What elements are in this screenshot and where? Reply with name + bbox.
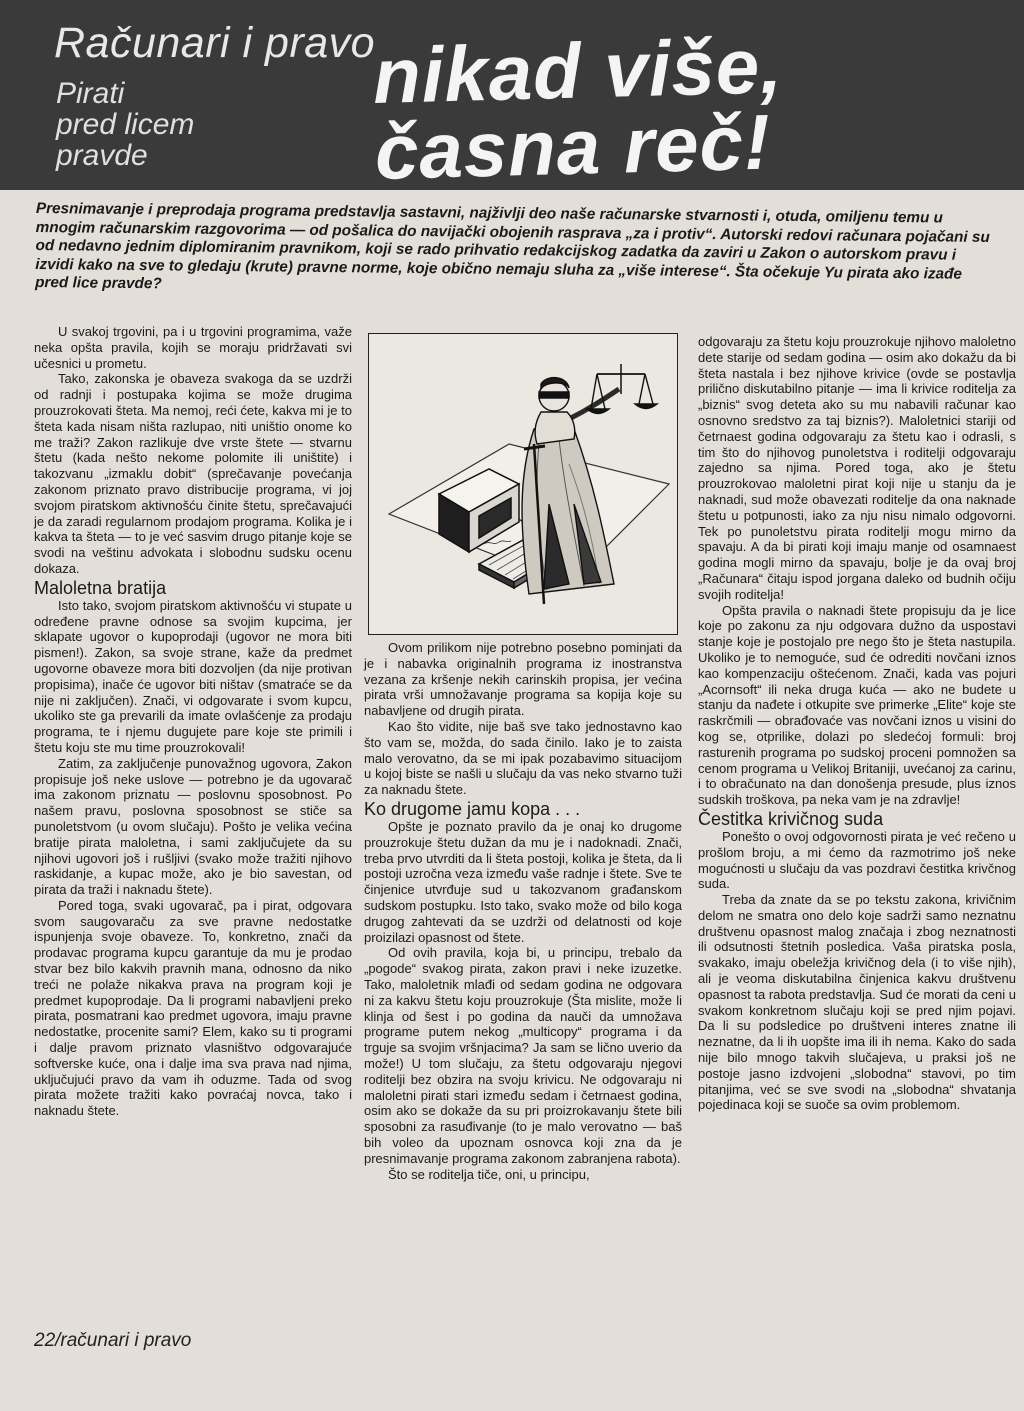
section-heading: Maloletna bratija <box>34 577 167 598</box>
article-title <box>371 21 1016 196</box>
subtitle-line: pred licem <box>56 108 195 141</box>
paragraph: Ovom prilikom nije potrebno posebno pominjati da je i nabavka originalnih programa iz inostranstva vezana za kršenje nekih carinskih propisa, jer većina pirata vrši umnožavanje programa sa kopija koje su nabavljene od drugih pirata. <box>364 640 682 719</box>
lead-paragraph: Presnimavanje i preprodaja programa predstavlja sastavni, najživlji deo naše računarske stvarnosti i, otuda, omiljenu temu u mnogim računarskim razgovorima — od pošalica do navijački obojenih rasprava „za i protiv“. Autorski redovi računara pojačani su od nedavno jednim diplomiranim pravnikom, koji se rado prihvatio redakcijskog zadatka da zaviri u Zakon o autorskom pravu i izvidi kako na sve to gledaju (krute) pravne norme, koje obično nemaju sluha za „više interese“. Šta očekuje Yu pirata ako izađe pred lice pravde? <box>35 200 990 293</box>
subtitle-line: Pirati <box>56 77 125 110</box>
text-column-3 <box>698 334 1016 1113</box>
paragraph: Što se roditelja tiče, oni, u principu, <box>388 1166 590 1182</box>
subtitle-line: pravde <box>56 139 148 172</box>
text-column-1 <box>34 324 352 1119</box>
paragraph: Isto tako, svojom piratskom aktivnošću vi stupate u određene pravne odnose sa svojim kupcima, jer sklapate ugovor o kupoprodaji (ugovor ne mora biti pismen!). Zakon, sa svoje strane, kaže da predmet ugovorne obaveze mora biti dozvoljen (da nije protivan propisima), inače će ugovor biti ništav (smatraće se da nije ni zaključen). Znači, vi odgovarate i svom kupcu, ukoliko ste ga prevarili da imate ovlašćenje za prodaju programa, te i njemu dugujete pare koje ste primili i štetu koju ste mu time prouzrokovali! <box>34 597 352 755</box>
paragraph: Kao što vidite, nije baš sve tako jednostavno kao što vam se, možda, do sada činilo. Iako je to zaista malo verovatno, da se mi ipak pozabavimo situacijom u kojoj biste se našli u slučaju da vas neko stvarno tuži za naknadu štete. <box>364 718 682 798</box>
article-subtitle <box>56 78 276 171</box>
section-kicker: Računari i pravo <box>54 19 376 67</box>
paragraph: odgovaraju za štetu koju prouzrokuje njihovo maloletno dete starije od sedam godina — osim ako dokažu da bi šteta nastala i bez njihove krivice (ovde se postavlja prilično diskutabilno pitanje — ima li krivice roditelja za „biznis“ svog deteta ako su mu nabavili računar kao osnovno sredstvo za taj biznis?). Maloletnici stariji od četrnaest godina odgovaraju za štetu kao i odrasli, s tim što do njihovog punoletstva i roditelji odgovaraju zajedno sa njima. Pored toga, ako je štetu prouzrokovao maloletni pirat koji nije u stanju da je naknadi, sud može obavezati roditelje da ona naknade štetu u potpunosti, iako za nju nisu nimalo odgovorni. Tek po punoletstvu pirata roditelji mogu mirno da spavaju. A da bi pirati koji imaju manje od osamnaest godina mogli mirno da spavaju, bolje je da ovaj broj „Računara“ čitaju ispod jorgana daleko od budnih očiju svojih roditelja! <box>698 334 1016 602</box>
section-heading: Ko drugome jamu kopa . . . <box>364 798 581 819</box>
section-heading: Čestitka krivičnog suda <box>698 808 884 829</box>
page-footer-label: 22/računari i pravo <box>34 1330 192 1351</box>
lady-justice-computer-drawing <box>369 334 678 635</box>
paragraph: Zatim, za zaključenje punovažnog ugovora, Zakon propisuje još neke uslove — potrebno je da ugovarač ima zakonom priznatu — poslovnu sposobnost. Po našem pravu, poslovna sposobnost se stiče sa punoletstvom (u ovom slučaju). Pošto je velika većina bratije pirata maloletna, i sami zaključujete da su njihovi ugovori još i rušljivi (svako može tražiti njihovo raskidanje, a kupac može, ako je bio savestan, od pirata da traži i naknadu štete). <box>34 755 352 898</box>
paragraph: Ponešto o ovoj odgovornosti pirata je već rečeno u prošlom broju, a mi ćemo da razmotrimo još neke mogućnosti u slučaju da vas pozdravi čestitka krivčnog suda. <box>698 828 1016 892</box>
paragraph: Tako, zakonska je obaveza svakoga da se uzdrži od radnji i postupaka kojima se može drugima prouzrokovati šteta. Ma nemoj, reći ćete, kakva mi je to šteta kada nisam ništa razlupao, niti uništio onome ko me traži? Zakon razlikuje dve vrste štete — stvarnu štetu (kada nešto nekome polomite ili uništite) i takozvanu „izmaklu dobit“ (sprečavanje povećanja zakonom priznato pravo distribucije programa, vi joj svojom piratskom aktivnošću činite štetu, sprečavajući je da zaradi regularnom prodajom programa. Kolika je i kakva ta šteta — to je već sasvim drugo pitanje koje se svodi na veštinu advokata i slobodnu sudsku ocenu dokaza. <box>34 371 352 576</box>
header-band <box>0 0 1024 196</box>
paragraph: U svakoj trgovini, pa i u trgovini programima, važe neka opšta pravila, kojih se moraju pridržavati svi učesnici u prometu. <box>34 324 352 371</box>
paragraph: Treba da znate da se po tekstu zakona, krivičnim delom ne smatra ono delo koje sadrži samo neznatnu društvenu opasnost malog značaja i zbog neznatnosti ili odsutnosti štetnih posledica. Vaša piratska posla, svakako, imaju obeležja krivičnog dela (i to više njih), ali je veoma diskutabilna činjenica kakvu društvenu opasnost ta rabota predstavlja. Sud će morati da ceni u svakom konkretnom slučaju koji se pred njim pojavi. Da li su podsledice po društveni interes znatne ili neznatne, da li ih uopšte ima ili ih nema. Kako do sada nije bilo mnogo takvih slučajeva, u praksi još ne postoje jasno izdvojeni „slobodna“ stavovi, po tim pitanjima, već se sve svodi na „slobodna“ shvatanja pojedinaca koji se suoče sa ovim problemom. <box>698 892 1016 1113</box>
title-line: časna reč! <box>373 97 772 196</box>
paragraph: Opšta pravila o naknadi štete propisuju da je lice koje po zakonu za nju odgovara dužno da uspostavi stanje koje je postojalo pre nego što je šteta nastupila. Ukoliko je to nemoguće, sud će odrediti novčani iznos kao kompenzaciju oštećenom. Znači, kada vas pojuri „Acornsoft“ ili neka druga kuća — ako ne budete u stanju da nađete i otkupite sve primerke „Elite“ koje ste raskrčmili — obrađovaće vas novčani iznos u visini do kog se, otprilike, dolazi po sledećoj formuli: broj rasturenih programa po sudskoj proceni pomnožen sa cenom programa u Velikoj Britaniji, uvećanoj za carinu, i to obračunato na dan donošenja presude, plus iznos sudskih troškova, pa neka vam je na zdravlje! <box>698 602 1016 808</box>
justice-illustration <box>368 333 678 635</box>
paragraph: Od ovih pravila, koja bi, u principu, trebalo da „pogode“ svakog pirata, zakon pravi i neke izuzetke. Tako, maloletnik mlađi od sedam godina ne odgovara ni za kakvu štetu koju prouzrokuje (Šta mislite, može li klinja od šest i po godina da nauči da umnožava programe putem nekog „multicopy“ programa i da trguje sa svojim vršnjacima? Ja sam se lično uverio da može!) U tom slučaju, za štetu odgovaraju njegovi roditelji bez obzira na svoju krivicu. Ne odgovaraju ni maloletni pirati stari između sedam i četrnaest godina, osim ako se dokaže da su pri proizrokavanju štete bili sposobni za rasuđivanje (to je malo verovatno — baš bih voleo da upoznam osnovca koji zna da je presnimavanje programa zakonom zabranjena rabota). <box>364 945 682 1166</box>
text-column-2 <box>364 640 682 1182</box>
paragraph: Pored toga, svaki ugovarač, pa i pirat, odgovara svom saugovaraču za sve pravne nedostatke ispunjenja svoje obaveze. To, konkretno, znači da prodavac programa kupcu garantuje da mu je prodao stvar bez bilo kakvih pravnih mana, odnosno da niko treći ne polaže nikakva prava na program koji je predmet kupoprodaje. Da li programi nabavljeni preko pirata, posmatrani kao predmet ugovora, imaju pravne nedostatke, procenite sami? Elem, kako su ti programi i dalje pravom priznato vlasništvo odgovarajuće softverske kuće, ona i dalje ima sva prava nad njima, uključujući pravo da vam ih oduzme. Tada od svog pirata možete tražiti kako povraćaj novca, tako i naknadu štete. <box>34 897 352 1119</box>
title-line: nikad više, <box>371 21 784 120</box>
paragraph: Opšte je poznato pravilo da je onaj ko drugome prouzrokuje štetu dužan da mu je i nadoknadi. Znači, treba prvo utvrditi da li šteta postoji, kolika je šteta, da li postoji uzročna veza između vaše radnje i štete. Sve te činjenice utvrđuje sud u takozvanom građanskom sudskom postupku. Isto tako, svako može od bilo koga drugog zahtevati da se uzdrži od delatnosti od koje proizilazi opasnost od štete. <box>364 818 682 945</box>
